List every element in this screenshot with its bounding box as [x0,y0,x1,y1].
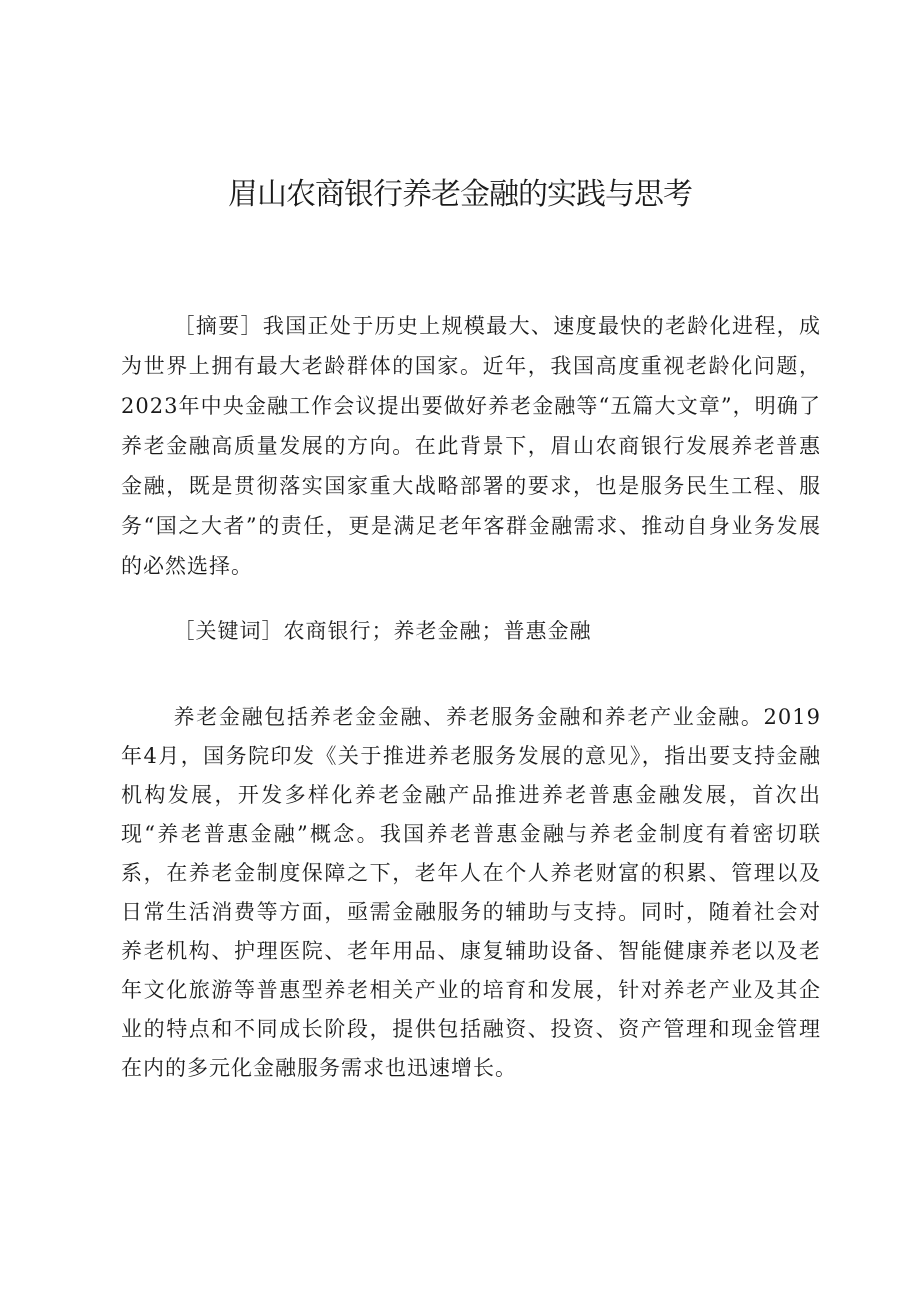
abstract-paragraph: ［摘要］我国正处于历史上规模最大、速度最快的老龄化进程，成为世界上拥有最大老龄群体的国家。近年，我国高度重视老龄化问题，2023年中央金融工作会议提出要做好养老金融等“五篇大文章”，明确了养老金融高质量发展的方向。在此背景下，眉山农商银行发展养老普惠金融，既是贯彻落实国家重大战略部署的要求，也是服务民生工程、服务“国之大者”的责任，更是满足老年客群金融需求、推动自身业务发展的必然选择。 [121,314,821,578]
keywords-paragraph: ［关键词］农商银行；养老金融；普惠金融 [173,619,592,643]
document-title: 眉山农商银行养老金融的实践与思考 [228,177,692,212]
body-paragraph: 养老金融包括养老金金融、养老服务金融和养老产业金融。2019年4月，国务院印发《关于推进养老服务发展的意见》，指出要支持金融机构发展，开发多样化养老金融产品推进养老普惠金融发展，首次出现“养老普惠金融”概念。我国养老普惠金融与养老金制度有着密切联系，在养老金制度保障之下，老年人在个人养老财富的积累、管理以及日常生活消费等方面，亟需金融服务的辅助与支持。同时，随着社会对养老机构、护理医院、老年用品、康复辅助设备、智能健康养老以及老年文化旅游等普惠型养老相关产业的培育和发展，针对养老产业及其企业的特点和不同成长阶段，提供包括融资、投资、资产管理和现金管理在内的多元化金融服务需求也迅速增长。 [121,705,821,1080]
